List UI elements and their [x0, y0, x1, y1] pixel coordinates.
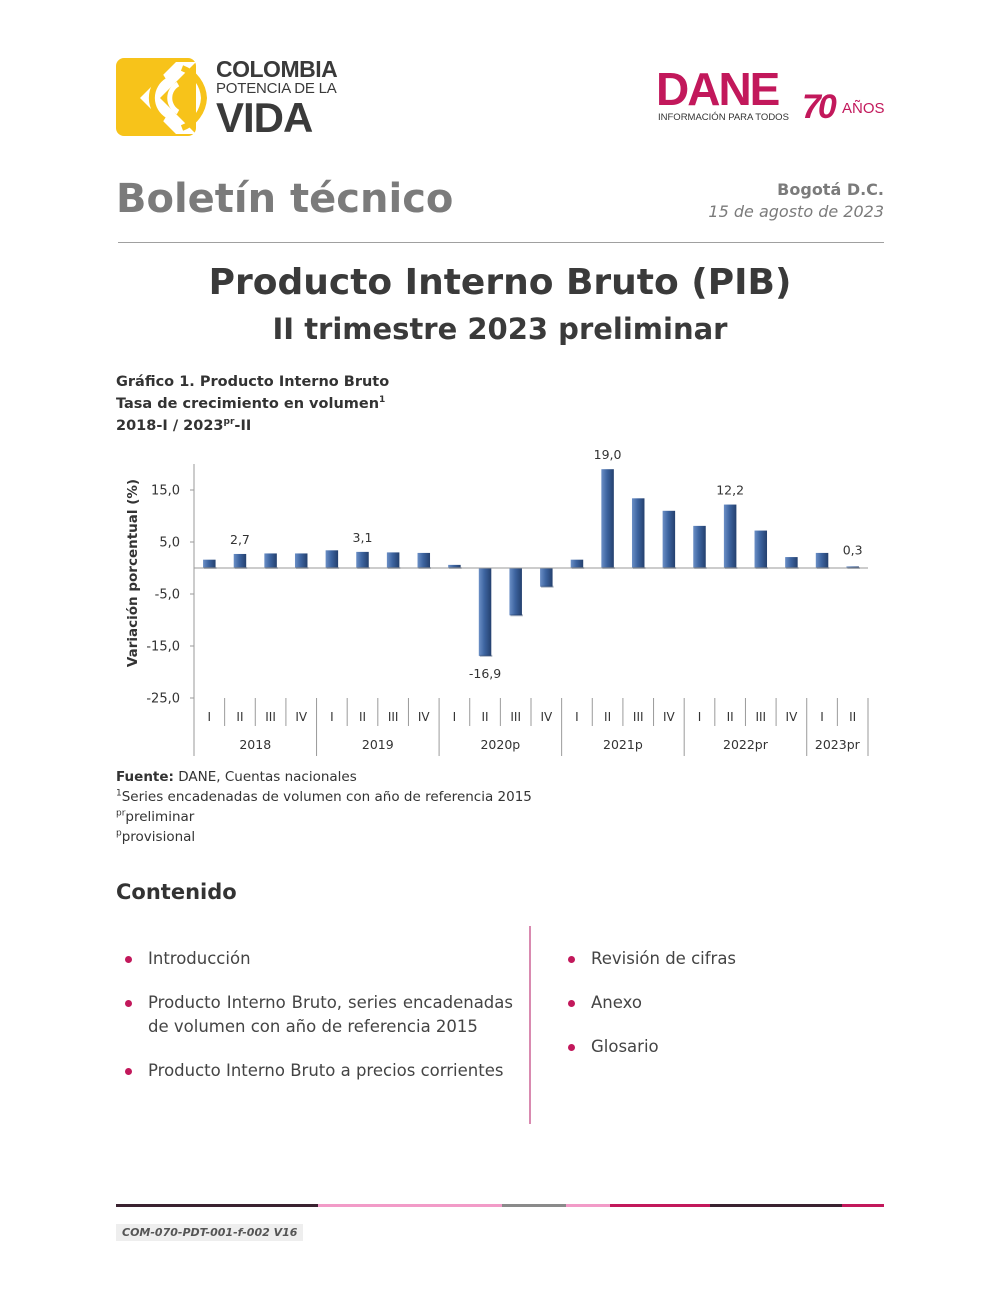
bulletin-title: Boletín técnico: [116, 176, 454, 222]
chart-title-line3: [116, 418, 251, 434]
quarter-label: III: [632, 710, 644, 724]
quarter-label: II: [236, 710, 244, 724]
colombia-potencia-de-la-vida-logo: [116, 56, 356, 141]
contents-divider: [529, 926, 531, 1124]
footnote-pr-text: preliminar: [125, 809, 195, 825]
toc-item-pib-series-encadenadas[interactable]: [125, 991, 515, 1039]
chart-title-line2: [116, 396, 385, 412]
place: Bogotá D.C.: [777, 180, 884, 199]
footer-color-bar: [116, 1204, 884, 1207]
page-subtitle: II trimestre 2023 preliminar: [272, 312, 728, 346]
quarter-label: II: [849, 710, 857, 724]
bar-iii-18: [755, 531, 768, 568]
quarter-label: I: [697, 710, 702, 724]
toc-item-label: Introducción: [148, 949, 251, 968]
bar-iii-6: [387, 552, 400, 568]
chart-title-line2-text: Tasa de crecimiento en volumen: [116, 396, 380, 412]
footnote-1: [116, 789, 532, 805]
year-label: 2021p: [603, 737, 643, 752]
quarter-label: III: [755, 710, 767, 724]
quarter-label: II: [726, 710, 734, 724]
bar-i-16: [693, 526, 706, 568]
toc-item-label: Producto Interno Bruto, series encadenadas de volumen con año de referencia 2015: [148, 993, 513, 1036]
page-title: Producto Interno Bruto (PIB): [208, 262, 792, 303]
bar-iii-10: [509, 568, 522, 615]
bar-ii-13: [601, 469, 614, 568]
bullet-icon: [125, 956, 132, 963]
colombia-logo-line3: VIDA: [216, 94, 313, 141]
quarter-label: IV: [785, 710, 798, 724]
quarter-label: I: [452, 710, 457, 724]
quarter-label: III: [387, 710, 399, 724]
year-label: 2019: [361, 737, 394, 752]
dane-anniversary-number: 70: [802, 88, 834, 126]
data-label: 0,3: [842, 542, 863, 558]
data-label: 19,0: [593, 447, 622, 463]
footnote-pr-sup: pr: [116, 808, 126, 819]
year-label: 2022pr: [723, 737, 768, 752]
contents-heading: Contenido: [116, 880, 237, 904]
year-label: 2020p: [480, 737, 521, 752]
bullet-icon: [125, 1068, 132, 1075]
data-label: 3,1: [352, 529, 373, 545]
footnote-p: [116, 829, 195, 845]
toc-item-label: Glosario: [591, 1037, 659, 1056]
header-divider: [118, 242, 884, 243]
source-note: [116, 769, 357, 785]
toc-item-label: Producto Interno Bruto a precios corrientes: [148, 1061, 504, 1080]
chart-title-line2-sup: 1: [379, 395, 386, 406]
bar-iv-15: [663, 511, 676, 568]
bar-ii-17: [724, 505, 737, 568]
bullet-icon: [568, 1044, 575, 1051]
chart-title-line3-sup: pr: [223, 417, 235, 428]
quarter-label: II: [604, 710, 612, 724]
bar-iii-14: [632, 498, 645, 568]
data-label: 2,7: [230, 531, 250, 547]
data-label: -16,9: [468, 665, 502, 681]
y-tick-label: -5,0: [154, 587, 180, 603]
source-text: DANE, Cuentas nacionales: [173, 769, 357, 785]
y-tick-label: 15,0: [151, 483, 180, 499]
bar-shadow: [541, 586, 554, 588]
chart-bars: [203, 469, 860, 657]
bar-i-20: [816, 553, 829, 568]
y-tick-label: -25,0: [146, 691, 180, 707]
y-tick-label: 5,0: [159, 535, 180, 551]
toc-item-label: Anexo: [591, 993, 642, 1012]
dane-anniversary-word: AÑOS: [842, 100, 885, 117]
bar-iv-3: [295, 553, 308, 568]
footnote-pr: [116, 809, 194, 825]
colombia-logo-mark-icon: [116, 58, 208, 138]
colombia-logo-line1: COLOMBIA: [216, 56, 338, 82]
document-code: COM-070-PDT-001-f-002 V16: [116, 1224, 303, 1241]
bullet-icon: [568, 1000, 575, 1007]
gdp-growth-bar-chart: [116, 444, 886, 760]
footnote-p-sup: p: [116, 828, 122, 839]
bar-shadow: [510, 614, 523, 616]
year-label: 2018: [239, 737, 272, 752]
bar-i-0: [203, 560, 216, 568]
chart-title-line1: Gráfico 1. Producto Interno Bruto: [116, 374, 390, 390]
chart-labels: [208, 447, 863, 752]
y-axis-label: Variación porcentual (%): [125, 478, 141, 668]
publication-date: 15 de agosto de 2023: [708, 202, 884, 221]
footnote-1-sup: 1: [116, 788, 122, 799]
dane-logo-tagline: INFORMACIÓN PARA TODOS: [658, 112, 789, 123]
bar-i-4: [326, 550, 339, 568]
bar-iv-7: [418, 553, 431, 568]
colombia-logo-line2: POTENCIA DE LA: [216, 80, 337, 97]
y-tick-label: -15,0: [146, 639, 180, 655]
bullet-icon: [568, 956, 575, 963]
quarter-label: II: [358, 710, 367, 724]
quarter-label: IV: [540, 710, 553, 724]
quarter-label: III: [265, 710, 276, 724]
bar-iv-11: [540, 568, 553, 587]
year-label: 2023pr: [814, 737, 860, 752]
source-label: Fuente:: [116, 769, 174, 785]
chart-title-line3-pre: 2018-I / 2023: [116, 418, 224, 434]
quarter-label: I: [820, 710, 824, 724]
dane-logo: [656, 63, 886, 128]
bar-iv-19: [785, 557, 798, 568]
quarter-label: III: [510, 710, 521, 724]
quarter-label: IV: [417, 710, 430, 724]
bar-shadow: [480, 655, 493, 657]
quarter-label: I: [575, 710, 579, 724]
footnote-1-text: Series encadenadas de volumen con año de referencia 2015: [121, 789, 532, 805]
data-label: 12,2: [716, 482, 745, 498]
bar-ii-1: [234, 554, 247, 568]
quarter-label: I: [330, 710, 334, 724]
bar-ii-5: [356, 552, 369, 568]
bar-i-12: [571, 560, 584, 568]
footnote-p-text: provisional: [121, 829, 196, 845]
chart-title-line3-post: -II: [234, 418, 252, 434]
bar-ii-9: [479, 568, 492, 656]
quarter-label: IV: [662, 710, 675, 724]
quarter-label: I: [207, 710, 212, 724]
dane-logo-word: DANE: [656, 63, 779, 115]
bullet-icon: [125, 1000, 132, 1007]
quarter-label: II: [481, 710, 489, 724]
quarter-label: IV: [295, 710, 308, 724]
bar-iii-2: [264, 553, 277, 568]
toc-item-label: Revisión de cifras: [591, 949, 737, 968]
